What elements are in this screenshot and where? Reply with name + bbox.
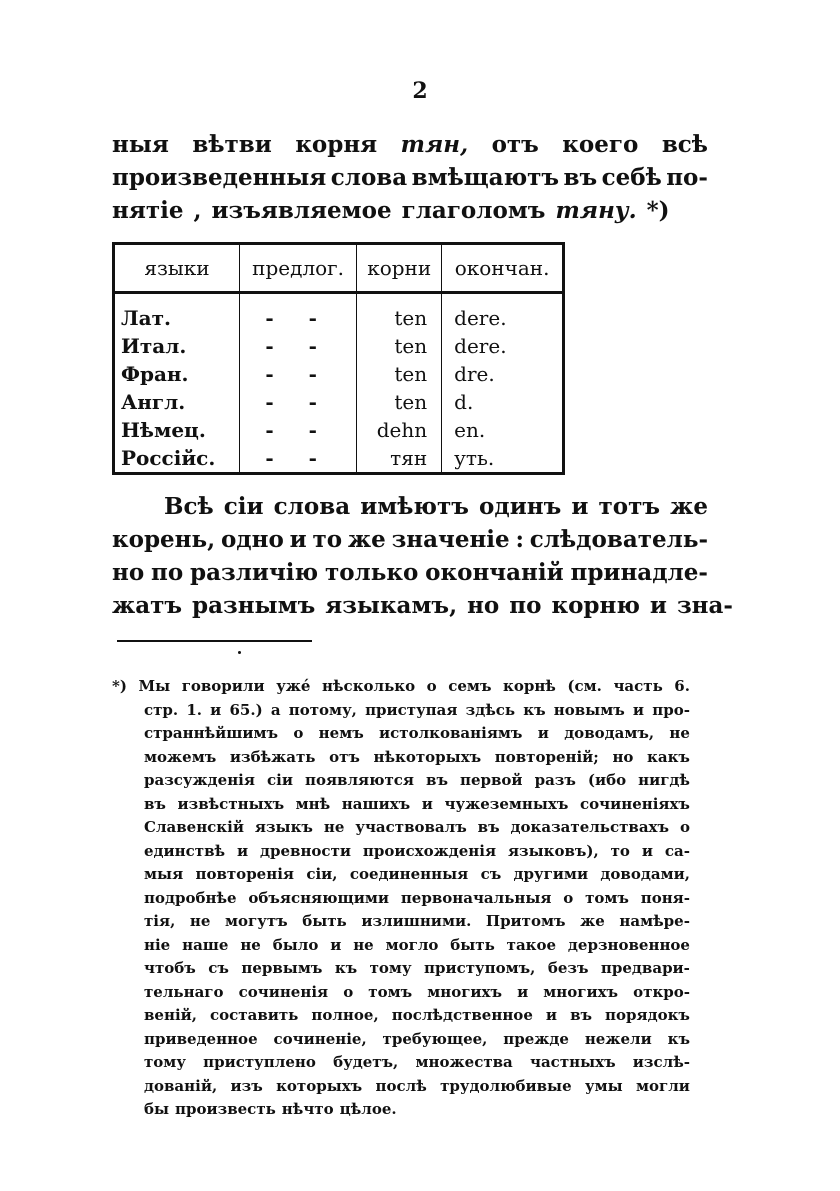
- word: чужеземныхъ: [444, 794, 569, 813]
- word: изъявляемое: [211, 197, 392, 224]
- footnote-line: [112, 1098, 690, 1122]
- intro-line: [112, 194, 708, 227]
- word: трудолюбивые: [440, 1076, 572, 1095]
- word: къ: [523, 700, 546, 719]
- footnote-line: [112, 675, 690, 699]
- word: часть: [613, 677, 663, 695]
- word: съ: [480, 865, 502, 883]
- table-row: [114, 444, 564, 474]
- word: безъ: [547, 959, 589, 977]
- word: и: [571, 493, 589, 520]
- word: тян,: [400, 131, 469, 158]
- word: (ибо: [587, 771, 627, 789]
- word: тому: [144, 1053, 186, 1071]
- word: тому: [369, 959, 412, 977]
- word: множества: [415, 1053, 513, 1071]
- footnote-line: [112, 910, 690, 934]
- word: поня-: [640, 888, 690, 907]
- word: (см.: [567, 677, 602, 695]
- word: по-: [666, 164, 708, 191]
- word: мыя: [144, 865, 184, 883]
- word: дерзновенное: [567, 935, 690, 954]
- word: различію: [190, 559, 319, 586]
- ending-cell: dre.: [454, 362, 495, 386]
- word: доводами,: [600, 865, 690, 883]
- table-row: [114, 360, 564, 388]
- word: сочиненіяхъ: [579, 794, 690, 813]
- word: не: [669, 724, 690, 742]
- word: томъ: [585, 888, 629, 907]
- intro-line: [112, 128, 708, 161]
- word: корень,: [112, 526, 216, 553]
- word: но: [112, 559, 145, 586]
- word: могло: [385, 935, 439, 954]
- page-number: 2: [412, 78, 428, 104]
- word: такое: [506, 935, 557, 954]
- word: составить: [210, 1006, 299, 1024]
- word: ужé: [276, 677, 311, 695]
- word: произвесть: [175, 1100, 276, 1118]
- word: новымъ: [553, 700, 625, 719]
- language-cell: Россійс.: [114, 444, 240, 474]
- word: разсужденія: [144, 771, 255, 789]
- word: могутъ: [224, 912, 288, 930]
- word: ныя: [112, 131, 169, 158]
- body-line: [112, 523, 708, 556]
- word: окончаній: [425, 559, 564, 586]
- word: тельнаго: [144, 982, 224, 1001]
- word: могли: [635, 1076, 690, 1095]
- word: излишними.: [361, 912, 472, 930]
- word: *): [646, 197, 670, 224]
- word: цѣлое.: [339, 1100, 397, 1118]
- word: бы: [144, 1100, 170, 1118]
- preposition-cell: - -: [239, 293, 356, 333]
- ending-cell: dere.: [454, 334, 507, 358]
- word: :: [515, 526, 524, 553]
- word: здѣсь: [465, 700, 516, 719]
- word: и: [421, 794, 433, 813]
- word: и: [517, 982, 529, 1001]
- footnote-line: [112, 1028, 690, 1052]
- table-row: [114, 388, 564, 416]
- word: въ: [426, 771, 448, 789]
- footnote-line: [112, 863, 690, 887]
- word: разъ: [534, 771, 576, 789]
- word: изъ: [230, 1076, 263, 1095]
- word: про-: [652, 700, 690, 719]
- word: и: [649, 592, 667, 619]
- word: въ: [477, 818, 500, 836]
- word: то: [610, 841, 630, 860]
- intro-line: [112, 161, 708, 194]
- language-cell: Нѣмец.: [114, 416, 240, 444]
- word: появляются: [304, 771, 415, 789]
- word: произведенныя: [112, 164, 327, 191]
- word: вмѣщаютъ: [411, 164, 560, 191]
- word: къ: [667, 1029, 690, 1048]
- word: чтобъ: [144, 959, 196, 977]
- word: порядокъ: [605, 1006, 690, 1024]
- language-cell: Фран.: [114, 360, 240, 388]
- footnote-line: [112, 722, 690, 746]
- word: тяну.: [555, 197, 637, 224]
- word: имѣютъ: [360, 493, 469, 520]
- word: участвовалъ: [355, 818, 467, 836]
- word: 65.): [229, 700, 263, 719]
- word: слова: [273, 493, 351, 520]
- word: нѣсколько: [322, 677, 416, 695]
- word: стр.: [144, 700, 179, 719]
- word: о: [563, 888, 574, 907]
- root-cell: ten: [357, 293, 442, 333]
- header-roots: корни: [357, 244, 442, 293]
- word: и: [330, 935, 342, 954]
- word: откро-: [633, 982, 690, 1001]
- preposition-cell: - -: [239, 388, 356, 416]
- word: слова: [330, 164, 408, 191]
- word: себѣ: [601, 164, 662, 191]
- footnote-separator: [117, 640, 312, 642]
- word: и: [632, 700, 645, 719]
- footnote: [112, 675, 690, 1122]
- word: подробнѣе: [144, 888, 237, 907]
- word: сіи: [266, 771, 293, 789]
- word: о: [679, 818, 690, 836]
- word: доказательствахъ: [510, 818, 670, 836]
- root-cell: тян: [357, 444, 442, 474]
- table-row: [114, 416, 564, 444]
- word: первой: [459, 771, 523, 789]
- word: семъ: [448, 677, 492, 695]
- body-line: [112, 589, 733, 622]
- footnote-line: [112, 769, 690, 793]
- word: 6.: [674, 677, 690, 695]
- word: веній,: [144, 1006, 197, 1024]
- word: многихъ: [543, 982, 619, 1001]
- preposition-cell: - -: [239, 416, 356, 444]
- footnote-line: [112, 957, 690, 981]
- word: приступая: [365, 700, 458, 719]
- word: требующее,: [382, 1029, 488, 1048]
- word: не: [323, 818, 345, 836]
- footnote-line: [112, 934, 690, 958]
- language-cell: Итал.: [114, 332, 240, 360]
- word: доводамъ,: [564, 724, 655, 742]
- word: Мы: [138, 677, 171, 695]
- footnote-line: [112, 981, 690, 1005]
- word: значеніе: [391, 526, 510, 553]
- word: повтореній;: [494, 747, 599, 766]
- footnote-line: [112, 1004, 690, 1028]
- word: Славенскій: [144, 818, 244, 836]
- word: приступлено: [203, 1053, 316, 1071]
- word: изслѣ-: [632, 1053, 690, 1071]
- word: объясняющими: [248, 888, 390, 907]
- word: сочиненіе,: [273, 1029, 367, 1048]
- word: и: [236, 841, 249, 860]
- word: мнѣ: [295, 794, 331, 813]
- word: зна-: [676, 592, 733, 619]
- word: намѣре-: [619, 912, 690, 930]
- word: ніе: [144, 935, 171, 954]
- footnote-line: [112, 816, 690, 840]
- ending-cell: уть.: [454, 446, 495, 470]
- table-row: [114, 332, 564, 360]
- language-roots-table: [112, 242, 565, 475]
- body-line: [112, 556, 708, 589]
- table-row: [114, 293, 564, 333]
- word: частныхъ: [529, 1053, 616, 1071]
- ending-cell: d.: [454, 390, 474, 414]
- language-cell: Лат.: [114, 293, 240, 333]
- ending-cell: en.: [454, 418, 486, 442]
- word: жатъ: [112, 592, 183, 619]
- word: можемъ: [144, 747, 217, 766]
- word: къ: [334, 959, 358, 977]
- word: вѣтви: [192, 131, 272, 158]
- word: томъ: [368, 982, 413, 1001]
- word: въ: [570, 1006, 592, 1024]
- word: слѣдователь-: [529, 526, 708, 553]
- footnote-line: [112, 887, 690, 911]
- word: приступомъ,: [424, 959, 536, 977]
- table-header-row: [114, 244, 564, 293]
- root-cell: ten: [357, 332, 442, 360]
- word: 1.: [186, 700, 202, 719]
- word: немъ: [318, 724, 364, 742]
- word: но: [612, 747, 634, 766]
- print-speck: [238, 651, 241, 654]
- word: быть: [450, 935, 495, 954]
- word: корнѣ: [503, 677, 556, 695]
- header-endings: окончан.: [442, 244, 564, 293]
- intro-paragraph: [112, 128, 708, 227]
- word: извѣстныхъ: [177, 794, 285, 813]
- word: корню: [551, 592, 640, 619]
- footnote-line: [112, 699, 690, 723]
- word: происхожденія: [362, 841, 497, 860]
- ending-cell: dere.: [454, 306, 507, 330]
- word: одинъ: [479, 493, 562, 520]
- preposition-cell: - -: [239, 332, 356, 360]
- footnote-line: [112, 1075, 690, 1099]
- footnote-line: [112, 793, 690, 817]
- root-cell: dehn: [357, 416, 442, 444]
- word: только: [324, 559, 419, 586]
- word: сіи,: [306, 865, 338, 883]
- word: послѣ: [375, 1076, 427, 1095]
- word: древности: [260, 841, 351, 860]
- word: многихъ: [427, 982, 502, 1001]
- word: наше: [182, 935, 229, 954]
- word: по: [151, 559, 184, 586]
- word: сіи: [223, 493, 264, 520]
- word: же: [580, 912, 605, 930]
- word: нѣкоторыхъ: [373, 747, 482, 766]
- word: отъ: [329, 747, 360, 766]
- word: языковъ),: [507, 841, 599, 860]
- word: говорили: [181, 677, 265, 695]
- word: а: [270, 700, 281, 719]
- word: но: [467, 592, 500, 619]
- word: са-: [664, 841, 690, 860]
- word: же: [347, 526, 386, 553]
- body-line: [112, 490, 708, 523]
- word: не: [240, 935, 261, 954]
- header-languages: языки: [114, 244, 240, 293]
- word: соединенныя: [349, 865, 469, 883]
- word: о: [426, 677, 437, 695]
- word: предвари-: [600, 959, 690, 977]
- word: съ: [208, 959, 229, 977]
- word: всѣ: [661, 131, 708, 158]
- word: прежде: [503, 1029, 569, 1048]
- word: приведенное: [144, 1029, 258, 1048]
- word: и: [537, 724, 549, 742]
- word: въ: [144, 794, 166, 813]
- word: и: [545, 1006, 558, 1024]
- word: въ: [563, 164, 598, 191]
- word: разнымъ: [192, 592, 316, 619]
- body-paragraph: [112, 490, 733, 622]
- word: не: [189, 912, 211, 930]
- word: языкъ: [254, 818, 313, 836]
- word: нигдѣ: [638, 771, 690, 789]
- word: какъ: [647, 747, 690, 766]
- word: и: [210, 700, 222, 719]
- word: Всѣ: [164, 493, 214, 520]
- word: о: [343, 982, 354, 1001]
- word: корня: [295, 131, 378, 158]
- word: о: [293, 724, 304, 742]
- word: отъ: [491, 131, 539, 158]
- word: *): [112, 677, 127, 695]
- word: будетъ,: [333, 1053, 399, 1071]
- language-cell: Англ.: [114, 388, 240, 416]
- word: первымъ: [241, 959, 323, 977]
- word: истолкованіямъ: [379, 724, 523, 742]
- word: ,: [193, 197, 202, 224]
- word: и: [289, 526, 307, 553]
- word: которыхъ: [276, 1076, 363, 1095]
- word: страннѣйшимъ: [144, 724, 279, 742]
- header-prepositions: предлог.: [239, 244, 356, 293]
- word: повторенія: [195, 865, 294, 883]
- word: Притомъ: [485, 912, 566, 930]
- word: потому,: [288, 700, 357, 719]
- word: нашихъ: [341, 794, 411, 813]
- word: то: [312, 526, 343, 553]
- footnote-line: [112, 840, 690, 864]
- word: коего: [562, 131, 639, 158]
- word: было: [272, 935, 319, 954]
- word: не: [353, 935, 374, 954]
- word: сочиненія: [238, 982, 329, 1001]
- word: быть: [302, 912, 347, 930]
- word: первоначальныя: [400, 888, 552, 907]
- word: же: [670, 493, 708, 520]
- word: избѣжать: [229, 747, 316, 766]
- word: умы: [584, 1076, 623, 1095]
- root-cell: ten: [357, 388, 442, 416]
- word: по: [509, 592, 542, 619]
- word: глаголомъ: [401, 197, 546, 224]
- footnote-line: [112, 1051, 690, 1075]
- word: другими: [513, 865, 589, 883]
- word: нятіе: [112, 197, 184, 224]
- word: нежели: [584, 1029, 652, 1048]
- word: нѣчто: [281, 1100, 334, 1118]
- word: одно: [220, 526, 284, 553]
- word: послѣдственное: [391, 1006, 533, 1024]
- preposition-cell: - -: [239, 360, 356, 388]
- word: дованій,: [144, 1076, 218, 1095]
- footnote-line: [112, 746, 690, 770]
- word: языкамъ,: [325, 592, 458, 619]
- word: и: [641, 841, 653, 860]
- word: принадле-: [570, 559, 708, 586]
- word: единствѣ: [144, 841, 226, 860]
- word: тія,: [144, 912, 176, 930]
- word: тотъ: [598, 493, 661, 520]
- word: полное,: [311, 1006, 379, 1024]
- preposition-cell: - -: [239, 444, 356, 474]
- root-cell: ten: [357, 360, 442, 388]
